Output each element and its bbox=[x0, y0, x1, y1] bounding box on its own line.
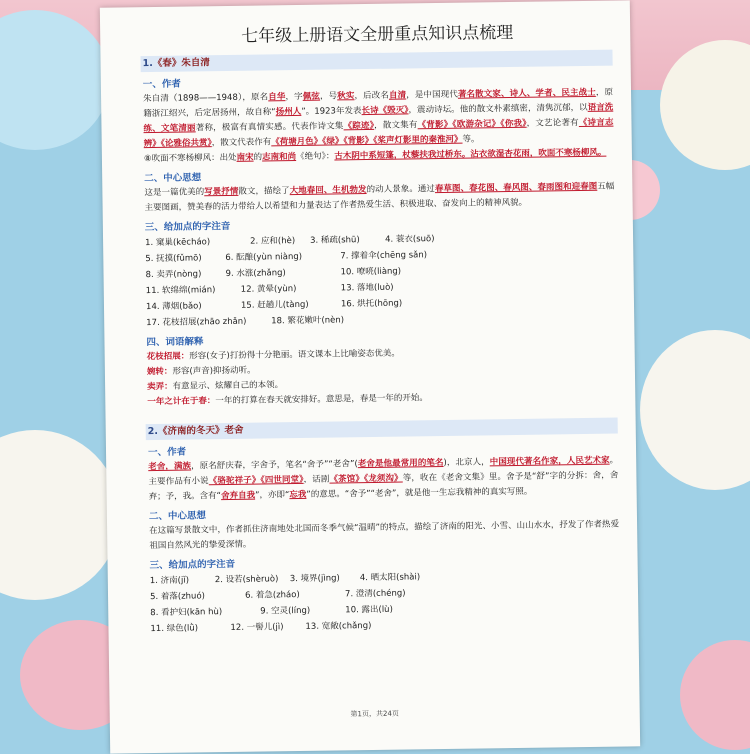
vocab-term: 花枝招展： bbox=[146, 351, 190, 363]
text: 五幅主要图画，赞美春的活力带给人以希望和力量表达了作者热爱生活、积极进取、奋发向上的精神风貌。 bbox=[144, 181, 615, 214]
pinyin-heading: 三、给加点的字注音 bbox=[144, 220, 231, 234]
document-page bbox=[100, 0, 640, 753]
vocab-definition: 形容(声音)抑扬动听。 bbox=[172, 365, 256, 377]
highlight: 《茶馆》《龙须沟》 bbox=[329, 473, 403, 485]
pinyin-item: 1. 济南(jǐ) bbox=[149, 575, 190, 587]
text: ，是中国现代 bbox=[406, 89, 458, 101]
pinyin-item: 10. 露出(lù) bbox=[345, 604, 393, 616]
pinyin-item: 3. 稀疏(shū) bbox=[310, 235, 360, 246]
highlight: 秋实 bbox=[337, 91, 355, 102]
highlight: 《荷塘月色》《绿》《背影》《桨声灯影里的秦淮河》 bbox=[271, 134, 463, 148]
pinyin-item: 7. 澄清(chéng) bbox=[344, 588, 406, 600]
vocab-term: 卖弄： bbox=[147, 381, 173, 393]
highlight: 大地春回、生机勃发 bbox=[289, 185, 367, 197]
pinyin-item: 12. 一髻儿(jì) bbox=[230, 622, 284, 633]
highlight: 佩弦 bbox=[302, 91, 321, 102]
pinyin-item: 16. 烘托(hōng) bbox=[340, 298, 403, 310]
vocab-definition: 一年的打算在春天就安排好。意思是，春是一年的开始。 bbox=[215, 393, 428, 407]
highlight: 《诗言志辨》《论雅俗共赏》 bbox=[143, 117, 614, 150]
pinyin-item: 3. 境界(jìng) bbox=[289, 573, 340, 585]
section-header-spring bbox=[140, 50, 612, 73]
section-number: 2. bbox=[147, 425, 159, 438]
tablecloth-pattern bbox=[680, 640, 750, 750]
pinyin-item: 17. 花枝招展(zhāo zhǎn) bbox=[146, 316, 247, 329]
section-title: 《春》朱自清 bbox=[152, 57, 210, 70]
highlight: 自清 bbox=[388, 90, 407, 101]
text: ，号 bbox=[319, 91, 338, 102]
text: 。主要作品有小说 bbox=[148, 455, 619, 488]
highlight: 古木阴中系短篷，杖藜扶我过桥东。沾衣欲湿杏花雨，吹面不寒杨柳风。 bbox=[334, 147, 607, 162]
highlight: 自华 bbox=[268, 92, 286, 103]
pinyin-item: 5. 着落(zhuó) bbox=[149, 591, 206, 603]
pinyin-item: 10. 嘹喨(liàng) bbox=[340, 266, 402, 278]
pinyin-item: 11. 软绵绵(mián) bbox=[145, 285, 216, 297]
pinyin-item: 11. 绿色(lǜ) bbox=[150, 623, 199, 635]
vocab-heading: 四、词语解释 bbox=[146, 336, 204, 349]
text: 等。 bbox=[462, 134, 480, 145]
vocab-definition: 有意显示、炫耀自己的本领。 bbox=[172, 380, 284, 392]
text: 朱自清（1898——1948），原名 bbox=[143, 92, 269, 105]
highlight: 老舍，满族 bbox=[148, 461, 192, 473]
highlight: 舍弃自我 bbox=[220, 490, 256, 502]
highlight: 长诗《毁灭》 bbox=[361, 105, 409, 117]
highlight: 写景抒情 bbox=[204, 186, 239, 198]
page-title: 七年级上册语文全册重点知识点梳理 bbox=[241, 22, 514, 47]
text: 散文，描绘了 bbox=[238, 186, 290, 197]
text: 的动人景象。通过 bbox=[366, 184, 435, 196]
pinyin-item: 6. 着急(zháo) bbox=[244, 590, 300, 601]
pinyin-item: 1. 窠巢(kēcháo) bbox=[145, 237, 211, 249]
pinyin-list-2 bbox=[150, 567, 621, 638]
idea-paragraph: 在这篇写景散文中，作者抓住济南地处北国而冬季气候“温晴”的特点，描绘了济南的阳光、小雪、山山水水，抒发了作者热爱祖国自然风光的挚爱深情。 bbox=[149, 519, 620, 552]
highlight: 忘我 bbox=[289, 489, 307, 501]
pinyin-item: 12. 黄晕(yùn) bbox=[240, 284, 297, 295]
author-heading: 一、作者 bbox=[147, 446, 187, 459]
text: ，字 bbox=[285, 91, 303, 103]
pinyin-item: 18. 繁花嫩叶(nèn) bbox=[271, 315, 345, 327]
vocab-term: 一年之计在于春： bbox=[147, 396, 216, 408]
author-paragraph bbox=[148, 454, 619, 506]
pinyin-item: 9. 空灵(líng) bbox=[260, 605, 311, 617]
pinyin-item: 8. 卖弄(nòng) bbox=[145, 269, 202, 281]
section-number: 1. bbox=[142, 58, 153, 70]
section-title: 《济南的冬天》老舍 bbox=[157, 424, 244, 437]
pinyin-item: 6. 酝酿(yùn niàng) bbox=[225, 251, 303, 264]
text: 这是一篇优美的 bbox=[144, 187, 205, 199]
idea-heading: 二、中心思想 bbox=[148, 510, 207, 523]
pinyin-item: 2. 应和(hè) bbox=[250, 236, 296, 247]
text: ”的意思。“舍予”“老舍”，就是他一生忘我精神的真实写照。 bbox=[306, 486, 533, 500]
pinyin-item: 9. 水涨(zhǎng) bbox=[225, 268, 286, 280]
tablecloth-pattern bbox=[0, 430, 120, 600]
pinyin-item: 13. 宽敞(chǎng) bbox=[305, 621, 372, 632]
pinyin-heading: 三、给加点的字注音 bbox=[149, 558, 236, 572]
author-heading: 一、作者 bbox=[142, 78, 181, 91]
pinyin-item: 7. 撑着伞(chēng sǎn) bbox=[340, 250, 428, 262]
vocab-definition: 形容(女子)打扮得十分艳丽。语文课本上比喻姿态优美。 bbox=[189, 348, 400, 362]
highlight: 《踪迹》 bbox=[343, 120, 375, 132]
text: ，震动诗坛。他的散文朴素缜密，清隽沉郁，以 bbox=[408, 102, 588, 116]
pinyin-item: 8. 看护妇(kān hù) bbox=[150, 607, 223, 619]
text: 著称，极富有真情实感。代表作诗文集 bbox=[195, 121, 344, 134]
pinyin-list-1 bbox=[145, 229, 616, 332]
highlight: 春草图、春花图、春风图、春雨图和迎春图 bbox=[434, 181, 598, 195]
highlight: 中国现代著名作家，人民艺术家 bbox=[489, 455, 610, 468]
pinyin-item: 4. 晒太阳(shài) bbox=[359, 572, 421, 584]
text: ，散文代表作有 bbox=[211, 137, 272, 149]
text: ，原籍浙江绍兴，后定居扬州，故自称“ bbox=[143, 87, 614, 120]
text: ，散文集有 bbox=[374, 120, 418, 131]
pinyin-item: 2. 设若(shèruò) bbox=[214, 574, 279, 586]
page-footer: 第1页，共24页 bbox=[350, 709, 399, 719]
highlight: 老舍是他最常用的笔名 bbox=[357, 457, 444, 470]
vocab-term: 婉转： bbox=[146, 366, 173, 378]
highlight: 语言洗练、文笔清丽 bbox=[143, 102, 614, 135]
pinyin-item: 13. 落地(luò) bbox=[340, 282, 394, 294]
text: ⑧吹面不寒杨柳风：出处 bbox=[143, 152, 237, 165]
text: ”，亦即“ bbox=[254, 490, 290, 501]
highlight: 《骆驼祥子》《四世同堂》 bbox=[208, 474, 304, 487]
section-header-jinan-winter bbox=[146, 418, 618, 441]
text: ”。1923年发表 bbox=[301, 106, 362, 117]
text: 《绝句》： bbox=[296, 151, 335, 163]
text: 等，收在《老舍文集》里。舍予是“舒”字的分拆：舍，舍弃；予，我。含有“ bbox=[148, 470, 619, 503]
author-paragraph bbox=[143, 86, 614, 153]
text: )，北京人， bbox=[443, 457, 490, 468]
text: 的 bbox=[253, 152, 263, 163]
pinyin-item: 4. 蓑衣(suō) bbox=[385, 234, 435, 245]
text: ，话剧 bbox=[303, 474, 330, 485]
highlight: 志南和尚 bbox=[262, 152, 297, 163]
text: ，原名舒庆春，字舍予，笔名“舍予”“老舍”( bbox=[191, 459, 358, 472]
pinyin-item: 14. 薄烟(bǎo) bbox=[145, 301, 202, 313]
highlight: 《背影》《欧游杂记》《你我》 bbox=[417, 118, 527, 131]
idea-paragraph bbox=[144, 180, 614, 217]
highlight: 扬州人 bbox=[275, 106, 302, 118]
text: ，文艺论著有 bbox=[526, 118, 579, 129]
highlight: 南宋 bbox=[236, 152, 254, 163]
tablecloth-pattern bbox=[640, 330, 750, 490]
highlight: 著名散文家、诗人、学者、民主战士 bbox=[457, 87, 596, 100]
text: ，后改名 bbox=[354, 90, 390, 102]
pinyin-item: 15. 赶趟儿(tàng) bbox=[240, 299, 309, 311]
pinyin-item: 5. 抚摸(fǔmō) bbox=[145, 253, 202, 265]
idea-heading: 二、中心思想 bbox=[144, 172, 202, 185]
